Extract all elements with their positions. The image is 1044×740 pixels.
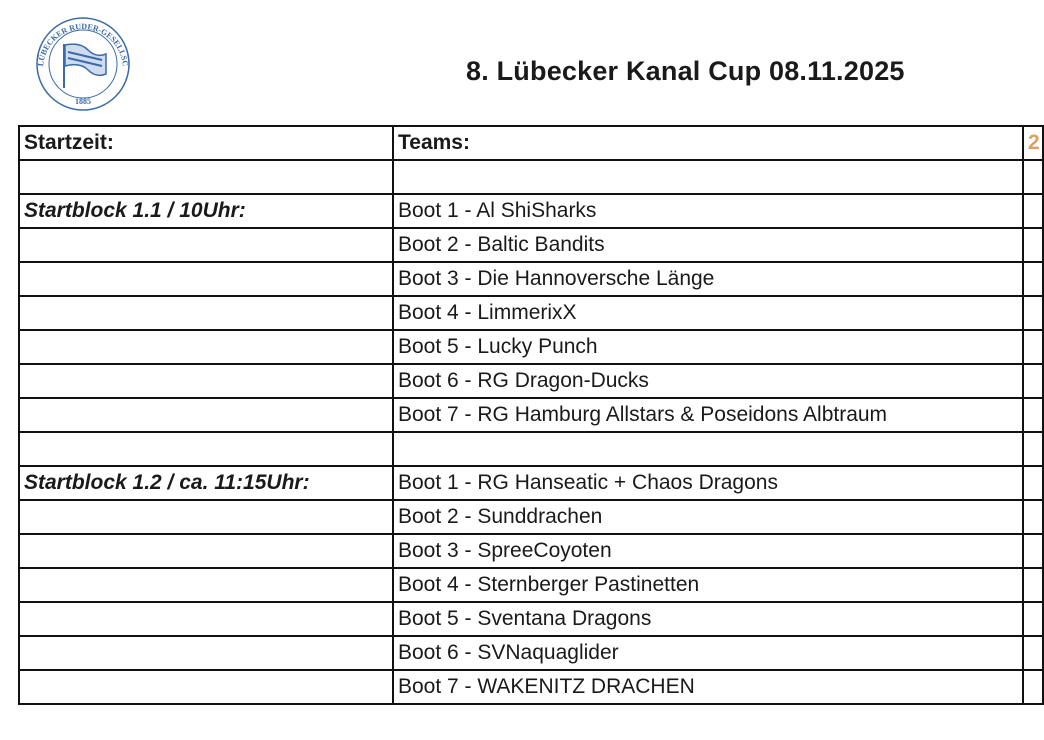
team-entry: Boot 4 - Sternberger Pastinetten	[393, 568, 1023, 602]
empty-cell	[19, 500, 393, 534]
team-entry: Boot 5 - Lucky Punch	[393, 330, 1023, 364]
club-logo	[28, 14, 138, 114]
empty-cell	[393, 160, 1023, 194]
team-entry: Boot 6 - RG Dragon-Ducks	[393, 364, 1023, 398]
table-row	[19, 364, 1043, 398]
third-column-cell	[1023, 228, 1043, 262]
table-row	[19, 670, 1043, 704]
empty-cell	[19, 432, 393, 466]
svg-text:LÜBECKER RUDER-GESELLSCHAFT: LÜBECKER RUDER-GESELLSC	[36, 21, 130, 67]
header-teams: Teams:	[393, 126, 1023, 160]
schedule-table	[18, 125, 1044, 705]
table-row	[19, 534, 1043, 568]
empty-cell	[19, 670, 393, 704]
empty-cell	[393, 432, 1023, 466]
third-column-cell	[1023, 568, 1043, 602]
page-title: 8. Lübecker Kanal Cup 08.11.2025	[466, 56, 905, 86]
third-column-cell	[1023, 330, 1043, 364]
table-row	[19, 636, 1043, 670]
spacer-row	[19, 432, 1043, 466]
team-entry: Boot 3 - Die Hannoversche Länge	[393, 262, 1023, 296]
empty-cell	[19, 296, 393, 330]
table-row	[19, 296, 1043, 330]
table-row	[19, 228, 1043, 262]
empty-cell	[19, 160, 393, 194]
table-row	[19, 330, 1043, 364]
third-column-cell	[1023, 296, 1043, 330]
spacer-row	[19, 160, 1043, 194]
table-row	[19, 568, 1043, 602]
empty-cell	[19, 398, 393, 432]
third-column-cell	[1023, 364, 1043, 398]
table-row	[19, 262, 1043, 296]
third-column-cell	[1023, 466, 1043, 500]
third-column-cell	[1023, 398, 1043, 432]
empty-cell	[19, 534, 393, 568]
team-entry: Boot 2 - Sunddrachen	[393, 500, 1023, 534]
team-entry: Boot 4 - LimmerixX	[393, 296, 1023, 330]
header-third-column-stub: 2	[1023, 126, 1043, 160]
table-header-row	[19, 126, 1043, 160]
empty-cell	[19, 636, 393, 670]
empty-cell	[19, 330, 393, 364]
third-column-cell	[1023, 602, 1043, 636]
third-column-cell	[1023, 670, 1043, 704]
svg-text:1885: 1885	[75, 97, 91, 106]
team-entry: Boot 6 - SVNaquaglider	[393, 636, 1023, 670]
club-seal-icon	[28, 14, 138, 114]
table-row	[19, 466, 1043, 500]
empty-cell	[19, 228, 393, 262]
third-column-cell	[1023, 534, 1043, 568]
team-entry: Boot 7 - RG Hamburg Allstars & Poseidons Albtraum	[393, 398, 1023, 432]
table-row	[19, 602, 1043, 636]
third-column-cell	[1023, 262, 1043, 296]
startblock-label: Startblock 1.2 / ca. 11:15Uhr:	[19, 466, 393, 500]
empty-cell	[19, 602, 393, 636]
team-entry: Boot 2 - Baltic Bandits	[393, 228, 1023, 262]
empty-cell	[19, 568, 393, 602]
table-row	[19, 500, 1043, 534]
empty-cell	[19, 262, 393, 296]
third-column-cell	[1023, 432, 1043, 466]
startblock-label: Startblock 1.1 / 10Uhr:	[19, 194, 393, 228]
team-entry: Boot 5 - Sventana Dragons	[393, 602, 1023, 636]
third-column-cell	[1023, 160, 1043, 194]
team-entry: Boot 7 - WAKENITZ DRACHEN	[393, 670, 1023, 704]
team-entry: Boot 3 - SpreeCoyoten	[393, 534, 1023, 568]
team-entry: Boot 1 - RG Hanseatic + Chaos Dragons	[393, 466, 1023, 500]
table-row	[19, 194, 1043, 228]
table-row	[19, 398, 1043, 432]
header-startzeit: Startzeit:	[19, 126, 393, 160]
empty-cell	[19, 364, 393, 398]
third-column-cell	[1023, 194, 1043, 228]
third-column-cell	[1023, 500, 1043, 534]
third-column-cell	[1023, 636, 1043, 670]
team-entry: Boot 1 - Al ShiSharks	[393, 194, 1023, 228]
